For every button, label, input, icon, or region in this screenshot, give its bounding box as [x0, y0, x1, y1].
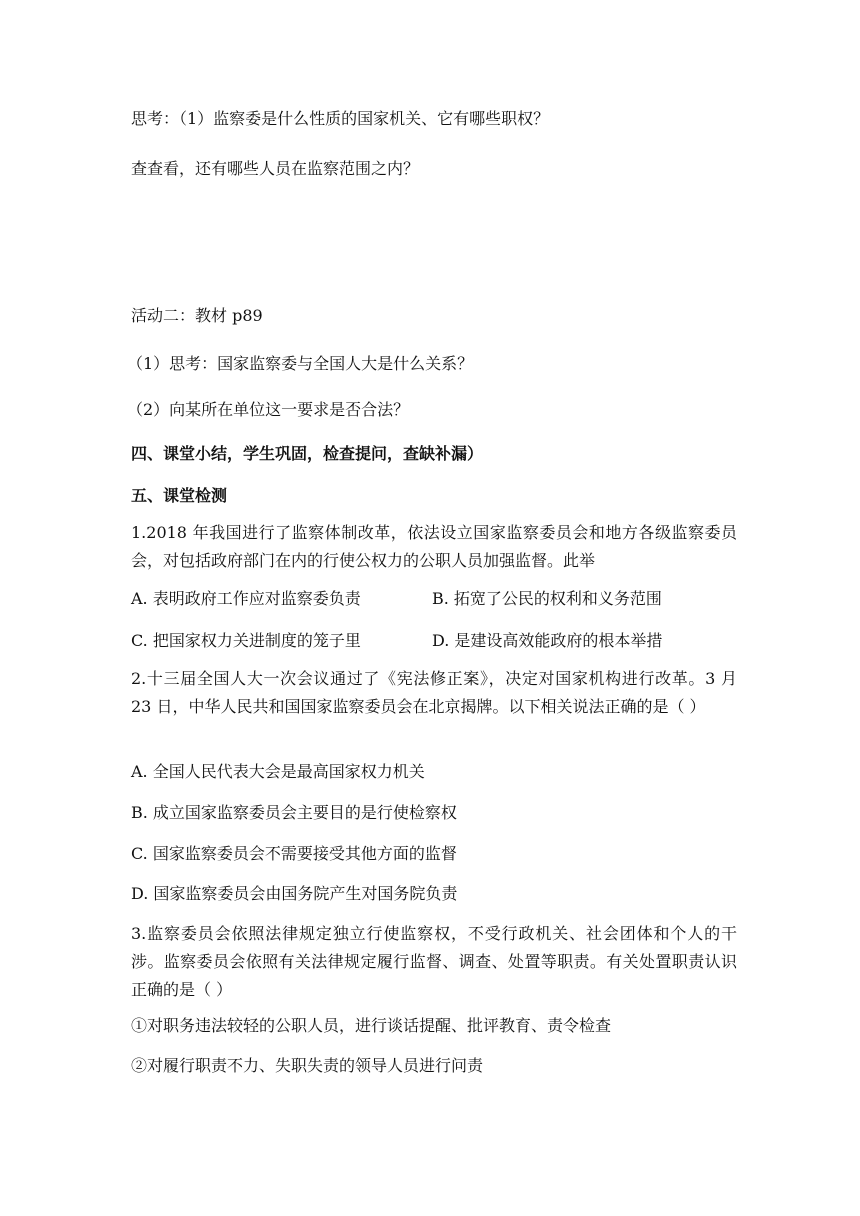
- check-more-question: 查查看，还有哪些人员在监察范围之内？: [131, 159, 420, 178]
- question-1-option-c: C. 把国家权力关进制度的笼子里: [131, 631, 361, 650]
- question-2-stem: 2.十三届全国人大一次会议通过了《宪法修正案》，决定对国家机构进行改革。3 月 23 日，中华人民共和国国家监察委员会在北京揭牌。以下相关说法正确的是（ ）: [131, 669, 737, 716]
- question-2-option-d: D. 国家监察委员会由国务院产生对国务院负责: [131, 884, 458, 903]
- question-1-option-d: D. 是建设高效能政府的根本举措: [432, 631, 663, 650]
- section-4-heading: 四、课堂小结，学生巩固，检查提问，查缺补漏）: [131, 444, 484, 463]
- question-3-stem: 3.监察委员会依照法律规定独立行使监察权，不受行政机关、社会团体和个人的干涉。监察委员会依照有关法律规定履行监督、调查、处置等职责。有关处置职责认识正确的是（ ）: [131, 924, 737, 999]
- section-5-heading: 五、课堂检测: [131, 486, 228, 505]
- question-legal: （2）向某所在单位这一要求是否合法？: [127, 400, 410, 419]
- question-2-option-b: B. 成立国家监察委员会主要目的是行使检察权: [131, 803, 457, 822]
- question-3-item-2: ②对履行职责不力、失职失责的领导人员进行问责: [131, 1056, 484, 1075]
- question-2-option-a: A. 全国人民代表大会是最高国家权力机关: [131, 762, 425, 781]
- think-question-1: 思考：（1）监察委是什么性质的国家机关、它有哪些职权？: [131, 109, 550, 128]
- question-1-option-a: A. 表明政府工作应对监察委负责: [131, 589, 361, 608]
- question-1-stem: 1.2018 年我国进行了监察体制改革，依法设立国家监察委员会和地方各级监察委员会，对包括政府部门在内的行使公权力的公职人员加强监督。此举: [131, 523, 737, 570]
- question-1-option-b: B. 拓宽了公民的权利和义务范围: [432, 589, 662, 608]
- question-relation: （1）思考：国家监察委与全国人大是什么关系？: [127, 354, 474, 373]
- activity-2-heading: 活动二：教材 p89: [131, 306, 263, 325]
- question-3-item-1: ①对职务违法较轻的公职人员，进行谈话提醒、批评教育、责令检查: [131, 1016, 612, 1035]
- question-2-option-c: C. 国家监察委员会不需要接受其他方面的监督: [131, 844, 457, 863]
